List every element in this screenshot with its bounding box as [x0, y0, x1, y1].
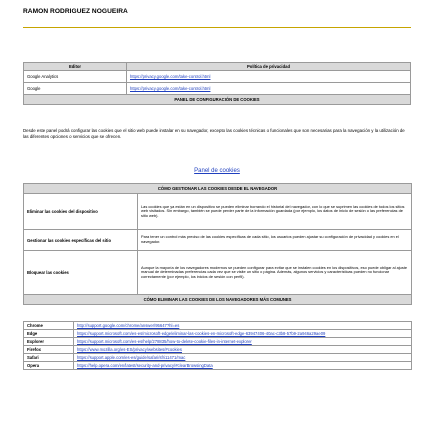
author-name: RAMON RODRIGUEZ NOGUEIRA: [23, 8, 128, 15]
table-row: [24, 194, 412, 230]
row-label: Gestionar las cookies específicas del sitio: [24, 230, 138, 251]
browser-name: Firefox: [24, 346, 74, 354]
table-row: [24, 338, 412, 346]
policy-column-header: Política de privacidad: [127, 63, 411, 71]
cookie-panel-link[interactable]: Panel de cookies: [194, 168, 240, 174]
editor-name: Google Analytics: [24, 71, 127, 83]
row-description: Las cookies que ya están en un dispositivo se pueden eliminar borrando el historial del navegador, con lo que se suprimen las cookies de todos los sitios web visitados. Sin embargo, también se puede perder parte de la información guardada (por ejemplo, los datos de inicio de sesión o las preferencias de sitio web).: [138, 194, 412, 230]
table-row: [24, 322, 412, 330]
row-description: Aunque la mayoría de los navegadores modernos se pueden configurar para evitar que se instalen cookies en los dispositivos, eso puede obligar al ajuste manual de determinadas preferencias cada vez que se visite un sitio o página. Además, algunos servicios y características pueden no funcionar correctamente (por ejemplo, los inicios de sesión con perfil).: [138, 251, 412, 295]
browser-help-link[interactable]: https://support.apple.com/es-es/guide/safari/sfri11471/mac: [77, 355, 186, 360]
table-row: [24, 251, 412, 295]
intro-paragraph: Desde este panel podrá configurar las cookies que el sitio web puede instalar en su navegador, excepto las cookies técnicas o funcionales que son necesarias para la navegación y la utilización de las diferentes opciones o servicios que se ofrecen.: [23, 128, 405, 139]
manage-cookies-table: [23, 183, 412, 305]
table-row: [24, 346, 412, 354]
browser-help-link[interactable]: https://help.opera.com/en/latest/security-and-privacy/#clearBrowsingData: [77, 363, 213, 368]
table-row: [24, 83, 411, 95]
privacy-policy-link[interactable]: https://privacy.google.com/take-control.html: [130, 74, 211, 79]
table-row: [24, 330, 412, 338]
browser-name: Opera: [24, 362, 74, 370]
table-row: [24, 230, 412, 251]
manage-cookies-heading: CÓMO GESTIONAR LAS COOKIES DESDE EL NAVEGADOR: [24, 184, 412, 194]
editor-column-header: Editor: [24, 63, 127, 71]
table-row: [24, 354, 412, 362]
browser-help-link[interactable]: https://support.microsoft.com/es-es/help/278835/how-to-delete-cookie-files-in-internet-explorer: [77, 339, 252, 344]
browser-name: Explorer: [24, 338, 74, 346]
browsers-table: [23, 321, 412, 370]
browsers-heading: CÓMO ELIMINAR LAS COOKIES DE LOS NAVEGADORES MÁS COMUNES: [24, 295, 412, 305]
row-description: Para tener un control más preciso de las cookies específicas de cada sitio, los usuarios pueden ajustar su configuración de privacidad y cookies en el navegador.: [138, 230, 412, 251]
cookie-panel-heading: PANEL DE CONFIGURACIÓN DE COOKIES: [24, 95, 411, 105]
table-row: [24, 71, 411, 83]
table-row: [24, 362, 412, 370]
editors-table: [23, 62, 411, 105]
header-divider: [23, 27, 411, 28]
row-label: Eliminar las cookies del dispositivo: [24, 194, 138, 230]
browser-name: Chrome: [24, 322, 74, 330]
browser-help-link[interactable]: https://www.mozilla.org/es-ES/privacy/websites/#cookies: [77, 347, 182, 352]
browser-name: Edge: [24, 330, 74, 338]
browser-help-link[interactable]: https://support.microsoft.com/es-es/microsoft-edge/eliminar-las-cookies-en-microsoft-edge-63947406-40ac-c3b8-57b9-2a946a29ae09: [77, 331, 326, 336]
row-label: Bloquear las cookies: [24, 251, 138, 295]
privacy-policy-link[interactable]: https://privacy.google.com/take-control.html: [130, 86, 211, 91]
editor-name: Google: [24, 83, 127, 95]
browser-help-link[interactable]: http://support.google.com/chrome/answer/95647?hl=es: [77, 323, 180, 328]
browser-name: Safari: [24, 354, 74, 362]
